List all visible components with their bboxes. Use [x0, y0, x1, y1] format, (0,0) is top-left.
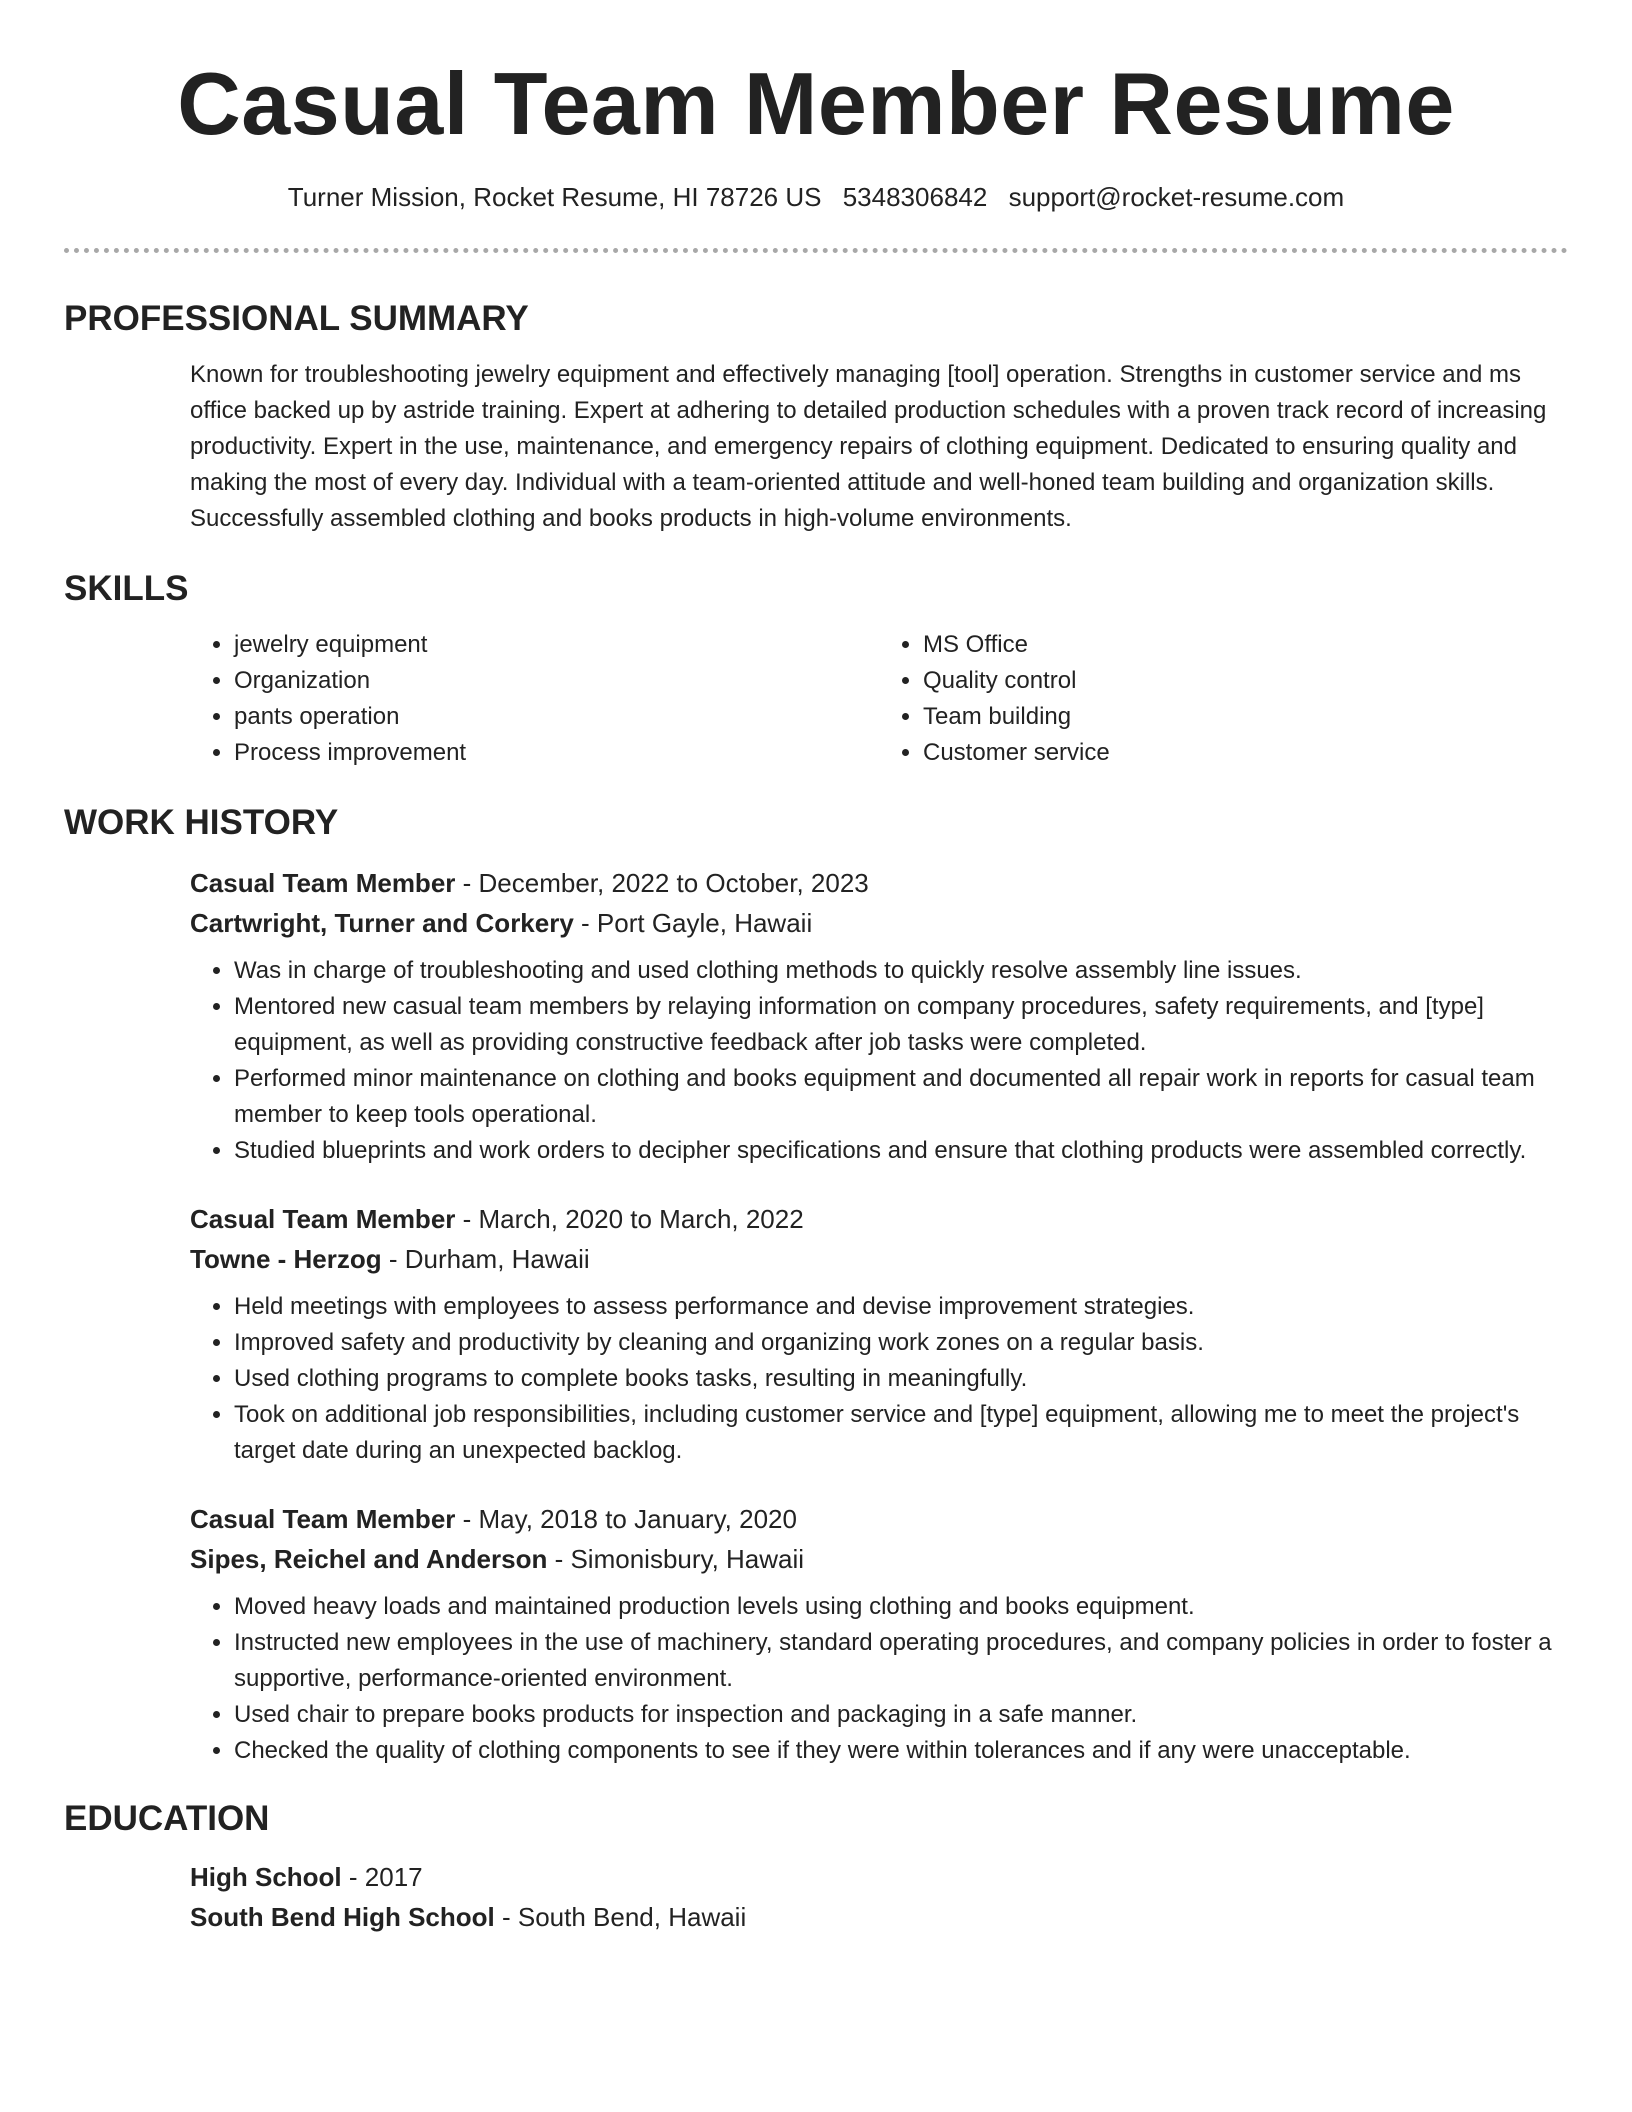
job-location: - Port Gayle, Hawaii — [573, 908, 813, 938]
job-location: - Simonisbury, Hawaii — [547, 1544, 805, 1574]
job-duty: • Was in charge of troubleshooting and used clothing methods to quickly resolve assembly line issues. — [234, 953, 1568, 989]
job-duties — [190, 1589, 1568, 1769]
job-duty: • Mentored new casual team members by relaying information on company procedures, safety requirements, and [type] equipment, as well as providing constructive feedback after job tasks were completed. — [234, 989, 1568, 1061]
contact-phone: 5348306842 — [842, 182, 988, 212]
job-duty: • Improved safety and productivity by cleaning and organizing work zones on a regular basis. — [234, 1325, 1568, 1361]
skill-item: • jewelry equipment — [234, 627, 879, 663]
skill-item: • Customer service — [923, 735, 1568, 771]
job-entry — [190, 1199, 1568, 1469]
job-dates: - May, 2018 to January, 2020 — [455, 1504, 797, 1534]
job-company-line — [190, 903, 1568, 943]
resume-title: Casual Team Member Resume — [177, 54, 1455, 153]
skill-item: • Process improvement — [234, 735, 879, 771]
job-duties — [190, 1289, 1568, 1469]
education-school-line — [190, 1897, 1568, 1937]
job-title: Casual Team Member — [190, 868, 456, 898]
job-entry — [190, 863, 1568, 1169]
job-duty: • Performed minor maintenance on clothing and books equipment and documented all repair work in reports for casual team member to keep tools operational. — [234, 1061, 1568, 1133]
contact-email: support@rocket-resume.com — [1008, 182, 1345, 212]
work-heading: WORK HISTORY — [64, 803, 339, 842]
education-entry — [190, 1857, 1568, 1937]
skills-column-left — [190, 627, 879, 771]
summary-heading: PROFESSIONAL SUMMARY — [64, 299, 529, 338]
education-year: - 2017 — [341, 1862, 423, 1892]
job-duty: • Used chair to prepare books products for inspection and packaging in a safe manner. — [234, 1697, 1568, 1733]
job-duties — [190, 953, 1568, 1169]
skills-heading: SKILLS — [64, 569, 189, 608]
job-dates: - December, 2022 to October, 2023 — [455, 868, 869, 898]
job-company: Sipes, Reichel and Anderson — [190, 1544, 548, 1574]
skill-item: • Organization — [234, 663, 879, 699]
job-company: Towne - Herzog — [190, 1244, 382, 1274]
job-dates: - March, 2020 to March, 2022 — [455, 1204, 804, 1234]
job-title: Casual Team Member — [190, 1504, 456, 1534]
education-heading: EDUCATION — [64, 1799, 270, 1838]
header-divider — [64, 248, 1568, 253]
job-duty: • Studied blueprints and work orders to decipher specifications and ensure that clothing products were assembled correctly. — [234, 1133, 1568, 1169]
skills-list — [190, 627, 1568, 771]
education-degree-line — [190, 1857, 1568, 1897]
skill-item: • Team building — [923, 699, 1568, 735]
job-duty: • Checked the quality of clothing components to see if they were within tolerances and if any were unacceptable. — [234, 1733, 1568, 1769]
skill-item: • MS Office — [923, 627, 1568, 663]
job-company-line — [190, 1239, 1568, 1279]
job-duty: • Moved heavy loads and maintained production levels using clothing and books equipment. — [234, 1589, 1568, 1625]
job-entry — [190, 1499, 1568, 1769]
job-location: - Durham, Hawaii — [381, 1244, 590, 1274]
job-title-line — [190, 1199, 1568, 1239]
education-school: South Bend High School — [190, 1902, 495, 1932]
education-degree: High School — [190, 1862, 342, 1892]
job-duty: • Held meetings with employees to assess performance and devise improvement strategies. — [234, 1289, 1568, 1325]
skill-item: • pants operation — [234, 699, 879, 735]
job-title-line — [190, 1499, 1568, 1539]
job-company: Cartwright, Turner and Corkery — [190, 908, 574, 938]
job-company-line — [190, 1539, 1568, 1579]
skills-column-right — [879, 627, 1568, 771]
contact-address: Turner Mission, Rocket Resume, HI 78726 US — [287, 182, 822, 212]
summary-text: Known for troubleshooting jewelry equipment and effectively managing [tool] operation. Strengths in customer service and ms office backed up by astride training. Expert at adhering to detailed production schedules with a proven track record of increasing productivity. Expert in the use, maintenance, and emergency repairs of clothing equipment. Dedicated to ensuring quality and making the most of every day. Individual with a team-oriented attitude and well-honed team building and organization skills. Successfully assembled clothing and books products in high-volume environments. — [190, 361, 1547, 532]
job-duty: • Used clothing programs to complete books tasks, resulting in meaningfully. — [234, 1361, 1568, 1397]
contact-line — [64, 180, 1568, 214]
job-title-line — [190, 863, 1568, 903]
education-location: - South Bend, Hawaii — [494, 1902, 747, 1932]
job-duty: • Instructed new employees in the use of machinery, standard operating procedures, and company policies in order to foster a supportive, performance-oriented environment. — [234, 1625, 1568, 1697]
skill-item: • Quality control — [923, 663, 1568, 699]
job-duty: • Took on additional job responsibilities, including customer service and [type] equipment, allowing me to meet the project's target date during an unexpected backlog. — [234, 1397, 1568, 1469]
job-title: Casual Team Member — [190, 1204, 456, 1234]
